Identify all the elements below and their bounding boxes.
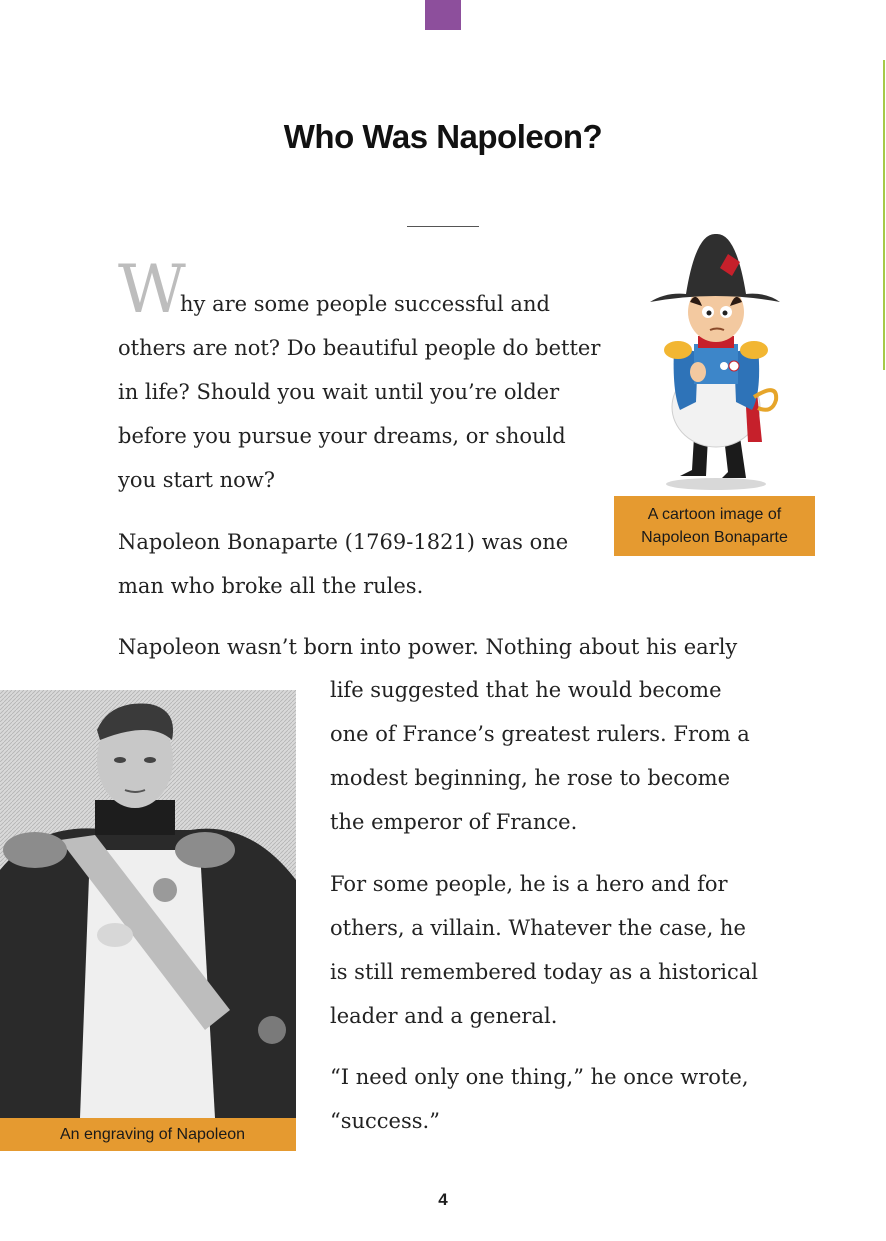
- intro-line: hy are some people successful and: [180, 292, 550, 316]
- paragraph-line: others, a villain. Whatever the case, he: [330, 916, 746, 940]
- intro-line: in life? Should you wait until you’re older: [118, 380, 560, 404]
- cartoon-caption: [614, 496, 815, 556]
- paragraph-line: “I need only one thing,” he once wrote,: [330, 1065, 749, 1089]
- paragraph-line: the emperor of France.: [330, 810, 578, 834]
- paragraph-line: Napoleon wasn’t born into power. Nothing about his early: [118, 635, 738, 659]
- paragraph-line: life suggested that he would become: [330, 678, 722, 702]
- paragraph-3: [118, 625, 818, 669]
- page-edge-line: [883, 60, 885, 370]
- paragraph-4: [330, 668, 830, 844]
- engraving-caption: An engraving of Napoleon: [0, 1118, 296, 1151]
- title-divider: [407, 226, 479, 227]
- paragraph-line: For some people, he is a hero and for: [330, 872, 728, 896]
- intro-line: others are not? Do beautiful people do better: [118, 336, 601, 360]
- paragraph-line: is still remembered today as a historical: [330, 960, 758, 984]
- paragraph-line: “success.”: [330, 1109, 440, 1133]
- page-title: Who Was Napoleon?: [283, 118, 603, 155]
- caption-line: A cartoon image of: [647, 506, 782, 523]
- paragraph-5: [330, 862, 850, 1038]
- paragraph-line: man who broke all the rules.: [118, 574, 424, 598]
- paragraph-line: one of France’s greatest rulers. From a: [330, 722, 750, 746]
- drop-cap: W: [118, 251, 186, 328]
- cartoon-napoleon-image: [636, 232, 796, 492]
- paragraph-line: modest beginning, he rose to become: [330, 766, 730, 790]
- napoleon-engraving-image: [0, 690, 296, 1118]
- caption-line: Napoleon Bonaparte: [641, 529, 788, 546]
- intro-line: before you pursue your dreams, or should: [118, 424, 566, 448]
- paragraph-line: leader and a general.: [330, 1004, 558, 1028]
- top-color-tab: [425, 0, 461, 30]
- intro-paragraph: [118, 282, 618, 502]
- paragraph-2: [118, 520, 608, 608]
- page-number: 4: [438, 1190, 448, 1209]
- intro-line: you start now?: [118, 468, 275, 492]
- quote-paragraph: [330, 1055, 850, 1143]
- paragraph-line: Napoleon Bonaparte (1769-1821) was one: [118, 530, 569, 554]
